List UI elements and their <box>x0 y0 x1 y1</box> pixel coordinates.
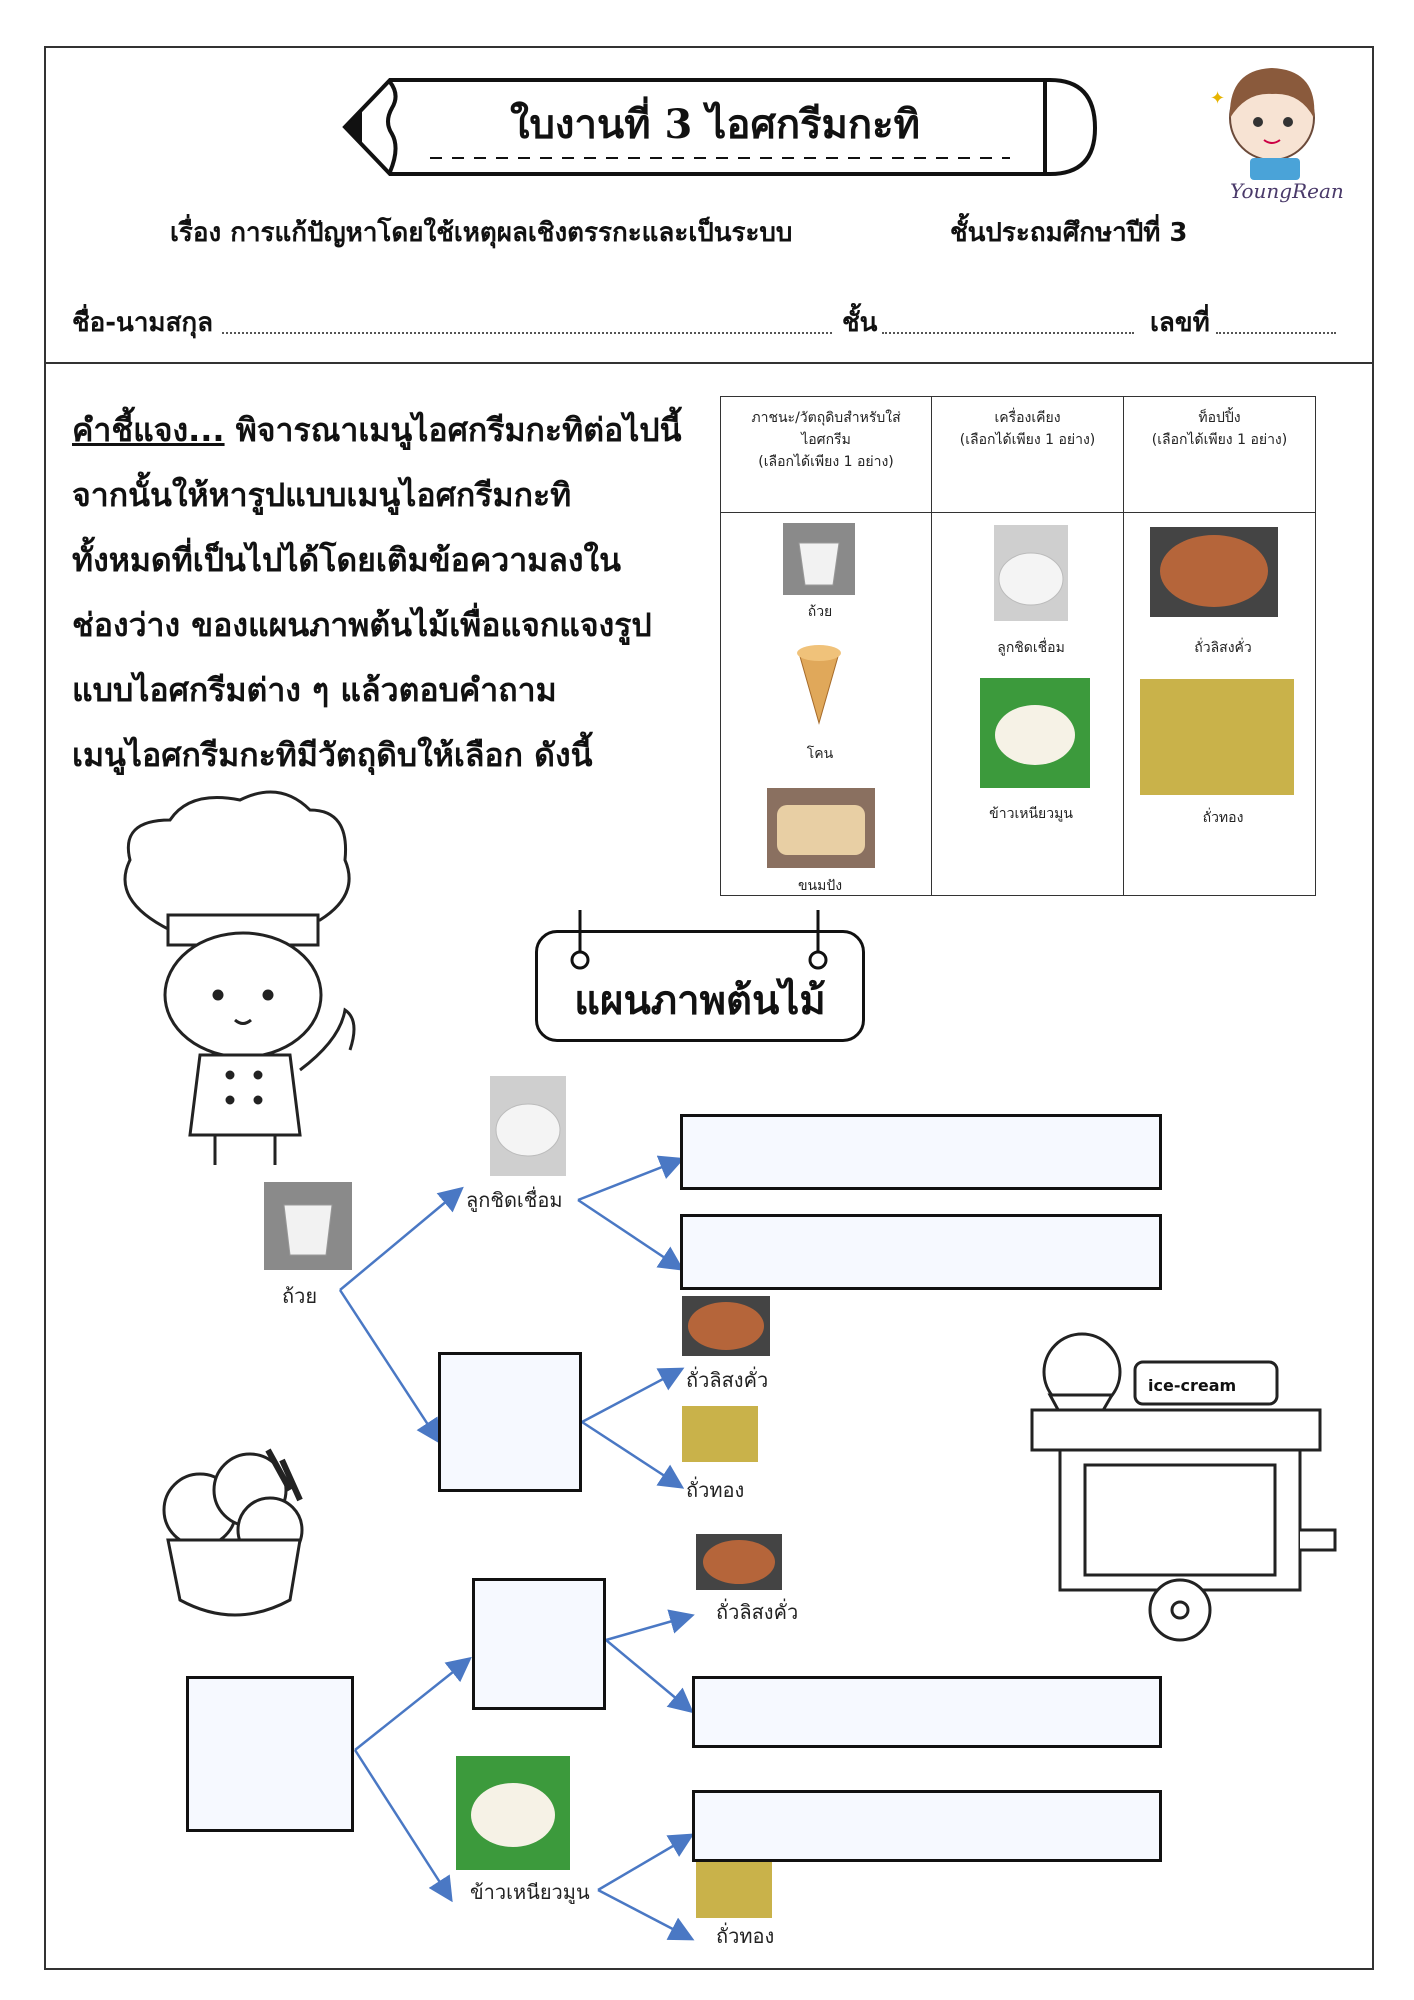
answer-box[interactable] <box>472 1578 606 1710</box>
tree-title: แผนภาพต้นไม้ <box>574 978 826 1024</box>
tree-topping-label: ถั่วทอง <box>716 1924 775 1948</box>
item-cup-label: ถ้วย <box>807 604 833 620</box>
instructions-line: พิจารณาเมนูไอศกรีมกะทิต่อไปนี้ <box>224 411 682 449</box>
col-header-text: ภาชนะ/วัตถุดิบสำหรับใส่ <box>751 410 901 426</box>
answer-box[interactable] <box>692 1790 1162 1862</box>
grade-level: ชั้นประถมศึกษาปีที่ 3 <box>950 218 1188 248</box>
item-sticky-rice-label: ข้าวเหนียวมูน <box>989 806 1073 822</box>
answer-box[interactable] <box>680 1214 1162 1290</box>
item-bread-label: ขนมปัง <box>797 878 843 894</box>
answer-box[interactable] <box>186 1676 354 1832</box>
instructions-line: แบบไอศกรีมต่าง ๆ แล้วตอบคำถาม <box>72 671 557 709</box>
col-header-text: (เลือกได้เพียง 1 อย่าง) <box>1151 432 1288 448</box>
tree-side-label: ลูกชิดเชื่อม <box>466 1188 563 1212</box>
tree-mung-bean-image-icon <box>682 1406 758 1462</box>
worksheet-title: ใบงานที่ 3 ไอศกรีมกะทิ <box>510 101 920 148</box>
col-header-text: เครื่องเคียง <box>994 410 1061 426</box>
tree-topping-label: ถั่วลิสงคั่ว <box>686 1368 769 1392</box>
item-cone-label: โคน <box>806 746 834 762</box>
item-peanut-label: ถั่วลิสงคั่ว <box>1194 640 1252 656</box>
answer-box[interactable] <box>438 1352 582 1492</box>
instructions-line: ช่องว่าง ของแผนภาพต้นไม้เพื่อแจกแจงรูป <box>72 606 652 644</box>
instructions-line: ทั้งหมดที่เป็นไปได้โดยเติมข้อความลงใน <box>72 541 621 579</box>
col-header-text: (เลือกได้เพียง 1 อย่าง) <box>758 454 894 470</box>
instructions-line: จากนั้นให้หารูปแบบเมนูไอศกรีมกะทิ <box>72 476 572 514</box>
number-label: เลขที่ <box>1150 308 1210 338</box>
col-header-text: ไอศกรีม <box>801 432 851 448</box>
tree-topping-label: ถั่วทอง <box>686 1478 745 1502</box>
class-label: ชั้น <box>842 308 878 338</box>
svg-text:✦: ✦ <box>1210 88 1226 109</box>
tree-peanut-image-icon <box>696 1534 782 1590</box>
tree-root-label: ถ้วย <box>282 1284 318 1308</box>
tree-cup-image-icon <box>264 1182 352 1270</box>
item-palm-seed-label: ลูกชิดเชื่อม <box>997 640 1065 656</box>
answer-box[interactable] <box>680 1114 1162 1190</box>
name-label: ชื่อ-นามสกุล <box>72 308 214 338</box>
col-header-text: (เลือกได้เพียง 1 อย่าง) <box>959 432 1096 448</box>
col-header-text: ท็อปปิ้ง <box>1198 410 1241 426</box>
logo-text: YoungRean <box>1230 179 1344 203</box>
instructions-line: เมนูไอศกรีมกะทิมีวัตถุดิบให้เลือก ดังนี้ <box>72 736 593 774</box>
tree-side-label: ข้าวเหนียวมูน <box>470 1880 590 1904</box>
tree-peanut-image-icon <box>682 1296 770 1356</box>
tree-palm-seed-image-icon <box>490 1076 566 1176</box>
tree-sticky-rice-image-icon <box>456 1756 570 1870</box>
tree-topping-label: ถั่วลิสงคั่ว <box>716 1600 799 1624</box>
answer-box[interactable] <box>692 1676 1162 1748</box>
item-mung-bean-label: ถั่วทอง <box>1202 810 1244 826</box>
tree-mung-bean-image-icon <box>696 1862 772 1918</box>
subject-line: เรื่อง การแก้ปัญหาโดยใช้เหตุผลเชิงตรรกะและเป็นระบบ <box>170 218 793 248</box>
instructions-heading: คำชี้แจง... <box>72 411 225 449</box>
cart-sign-text: ice-cream <box>1148 1376 1237 1395</box>
